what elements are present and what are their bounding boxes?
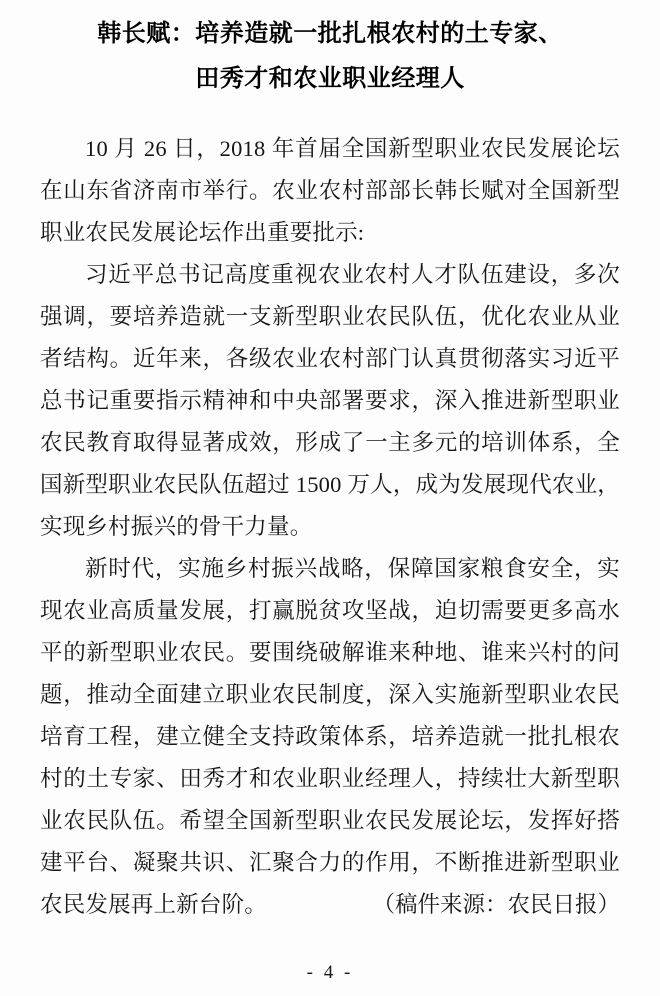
title-line-2: 田秀才和农业职业经理人 xyxy=(195,66,465,92)
source-attribution: （稿件来源：农民日报） xyxy=(372,892,620,917)
title-line-1: 韩长赋：培养造就一批扎根农村的土专家、 xyxy=(97,21,563,47)
paragraph-new-era: 新时代，实施乡村振兴战略，保障国家粮食安全，实现农业高质量发展，打赢脱贫攻坚战，迫切需要更多高水平的新型职业农民。要围绕破解谁来种地、谁来兴村的问题，推动全面建立职业农民制度，深入实施新型职业农民培育工程，建立健全支持政策体系，培养造就一批扎根农村的土专家、田秀才和农业职业经理人，持续壮大新型职业农民队伍。希望全国新型职业农民发展论坛，发挥好搭建平台、凝聚共识、汇聚合力的作用，不断推进新型职业农民发展再上新台阶。 xyxy=(40,556,620,917)
paragraph-intro: 10 月 26 日，2018 年首届全国新型职业农民发展论坛在山东省济南市举行。农业农村部部长韩长赋对全国新型职业农民发展论坛作出重要批示: xyxy=(40,136,620,245)
document-body xyxy=(0,102,660,926)
paragraph-achievements: 习近平总书记高度重视农业农村人才队伍建设，多次强调，要培养造就一支新型职业农民队伍，优化农业从业者结构。近年来，各级农业农村部门认真贯彻落实习近平总书记重要指示精神和中央部署要求，深入推进新型职业农民教育取得显著成效，形成了一主多元的培训体系，全国新型职业农民队伍超过 1500 万人，成为发展现代农业，实现乡村振兴的骨干力量。 xyxy=(40,262,620,539)
document-title xyxy=(0,0,660,102)
page-number: - 4 - xyxy=(306,962,354,983)
